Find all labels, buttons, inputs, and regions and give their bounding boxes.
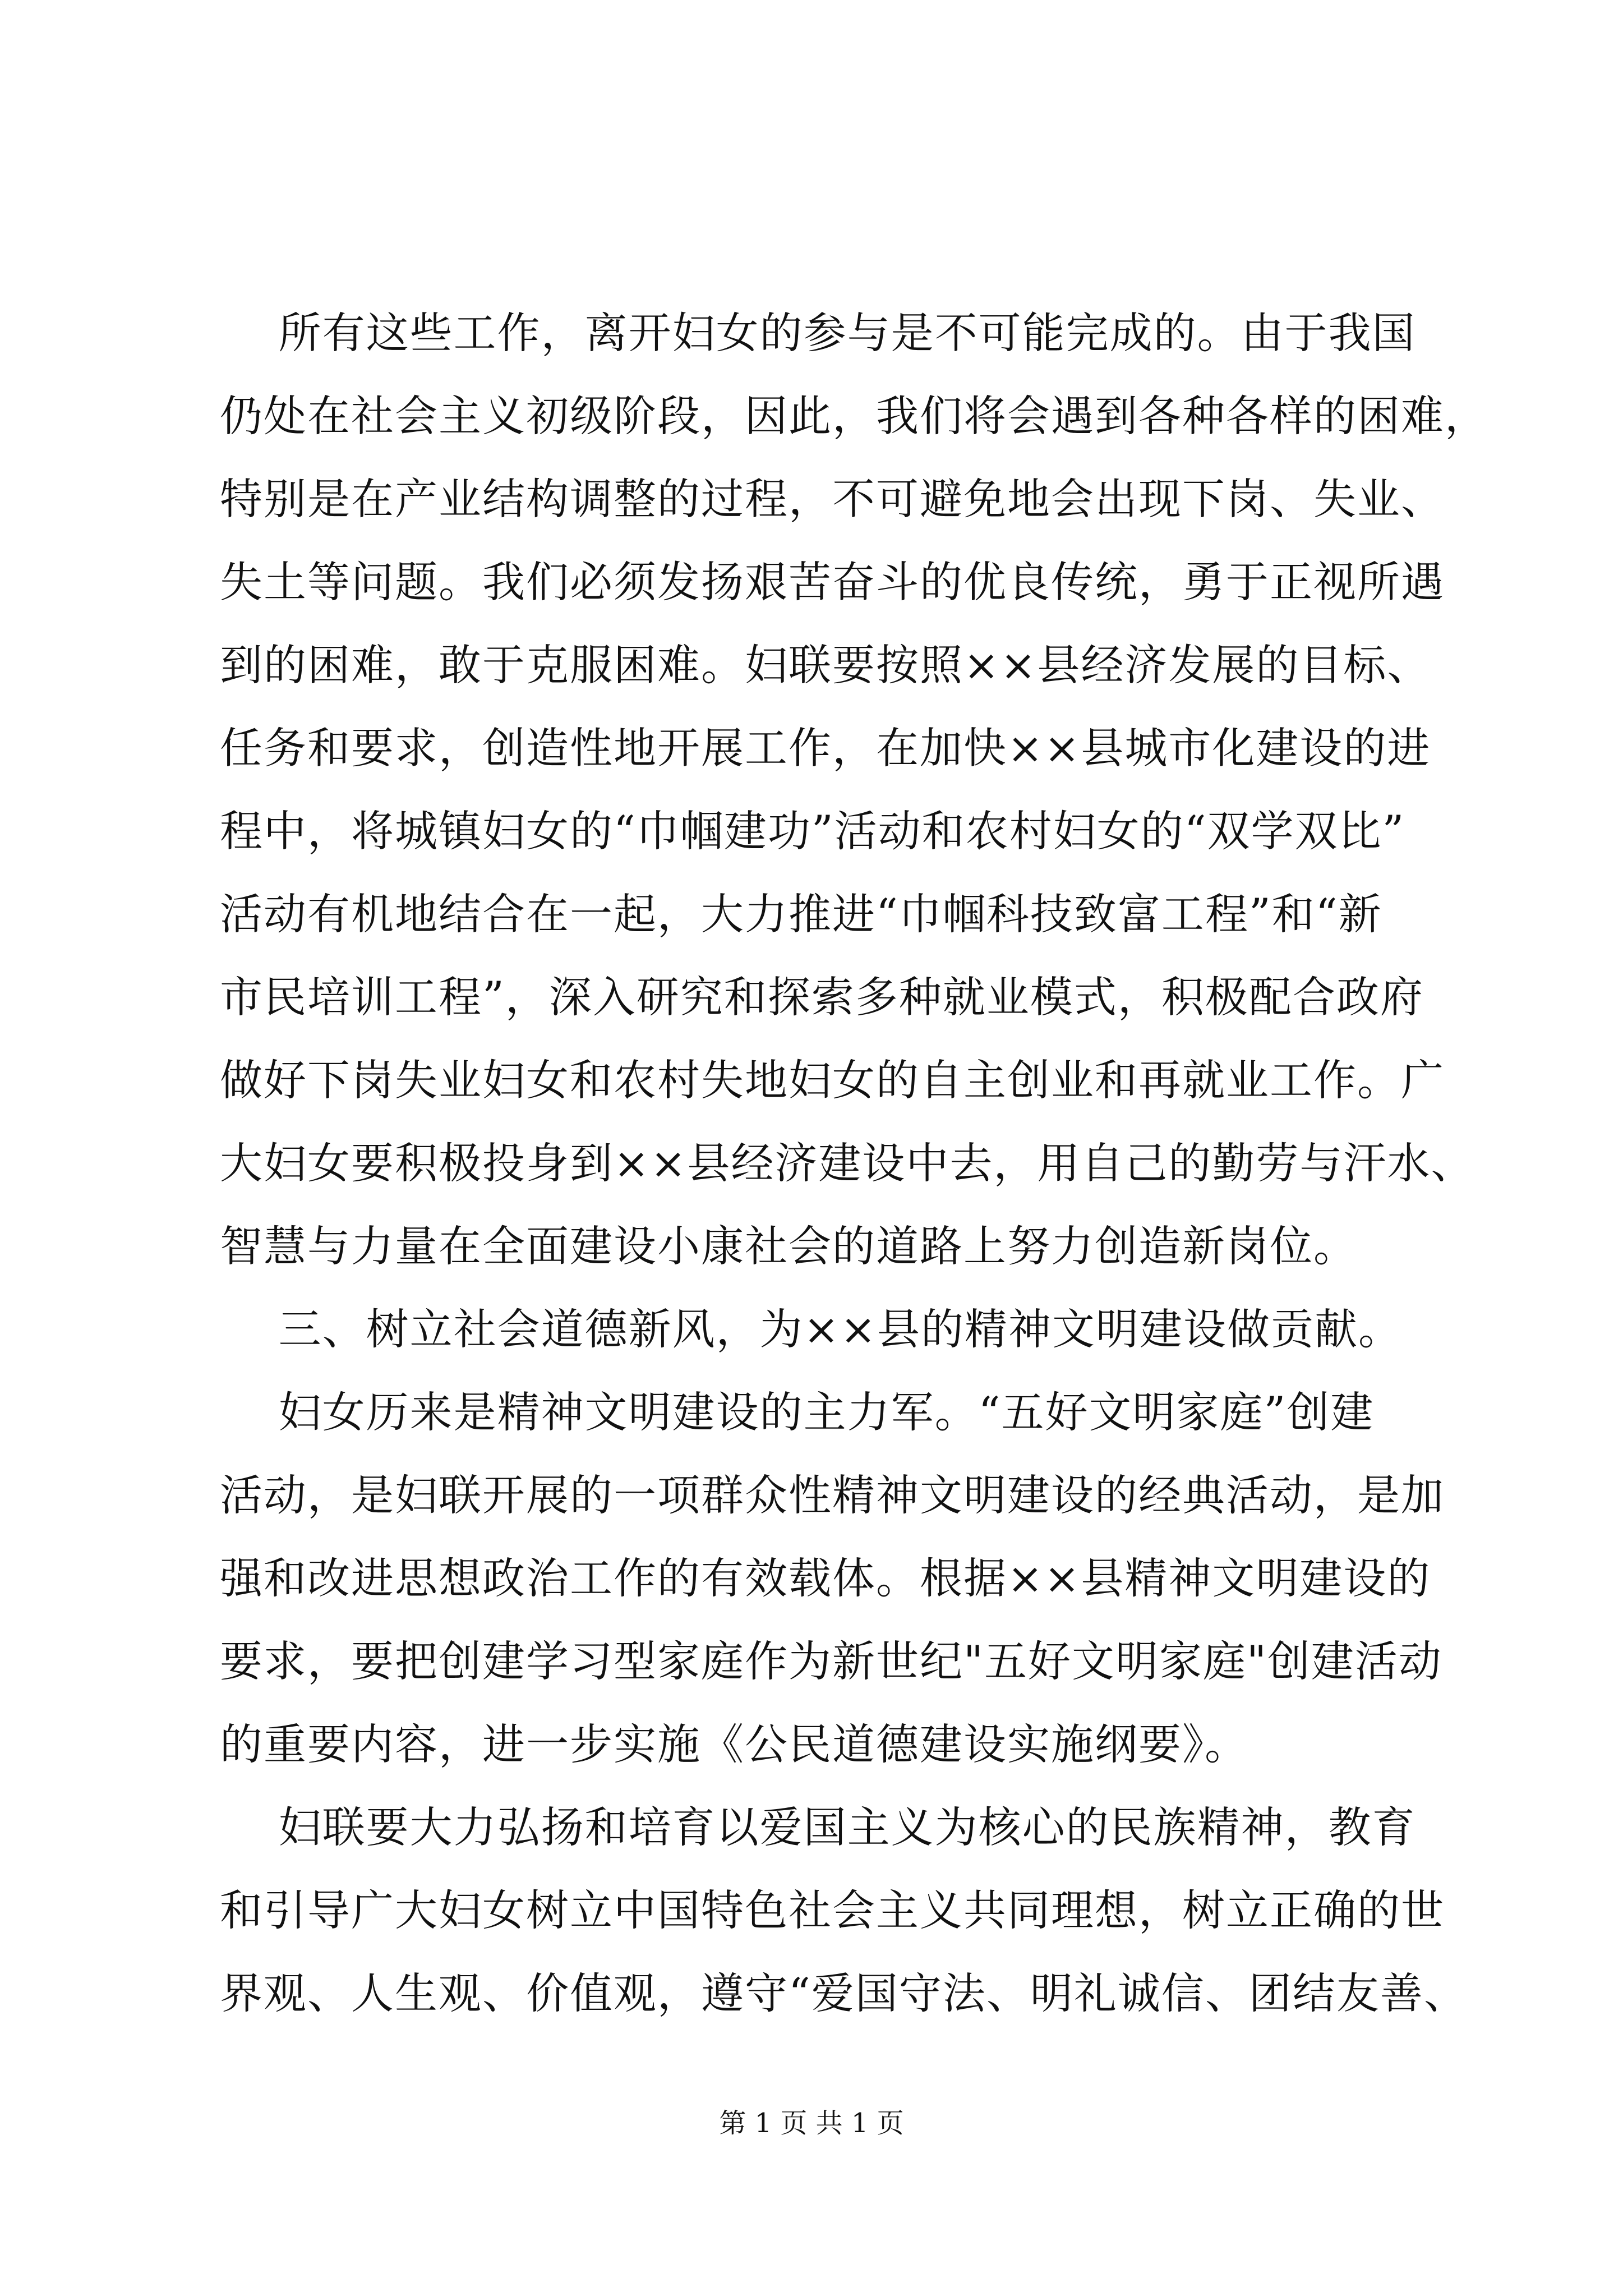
text-line: 智慧与力量在全面建设小康社会的道路上努力创造新岗位。 <box>220 1221 1357 1271</box>
text-line: 大妇女要积极投身到××县经济建设中去，用自己的勤劳与汗水、 <box>220 1138 1475 1188</box>
text-line: 所有这些工作，离开妇女的参与是不可能完成的。由于我国 <box>220 308 1416 358</box>
text-line: 市民培训工程”，深入研究和探索多种就业模式，积极配合政府 <box>220 972 1424 1022</box>
text-line: 做好下岗失业妇女和农村失地妇女的自主创业和再就业工作。广 <box>220 1055 1445 1105</box>
text-line: 失土等问题。我们必须发扬艰苦奋斗的优良传统，勇于正视所遇 <box>220 557 1445 607</box>
text-line: 和引导广大妇女树立中国特色社会主义共同理想，树立正确的世 <box>220 1885 1445 1935</box>
text-line: 到的困难，敢于克服困难。妇联要按照××县经济发展的目标、 <box>220 640 1431 690</box>
document-body <box>220 292 1488 2035</box>
section-heading: 三、树立社会道德新风，为××县的精神文明建设做贡献。 <box>220 1304 1402 1354</box>
page-footer: 第 1 页 共 1 页 <box>719 2108 904 2139</box>
text-line: 强和改进思想政治工作的有效载体。根据××县精神文明建设的 <box>220 1553 1431 1603</box>
text-line: 的重要内容，进一步实施《公民道德建设实施纲要》。 <box>220 1719 1248 1769</box>
text-line: 要求，要把创建学习型家庭作为新世纪"五好文明家庭"创建活动 <box>220 1636 1442 1686</box>
text-line: 程中，将城镇妇女的“巾帼建功”活动和农村妇女的“双学双比” <box>220 806 1405 856</box>
text-line: 任务和要求，创造性地开展工作，在加快××县城市化建设的进 <box>220 723 1431 773</box>
text-line: 活动有机地结合在一起，大力推进“巾帼科技致富工程”和“新 <box>220 889 1382 939</box>
text-line: 界观、人生观、价值观，遵守“爱国守法、明礼诚信、团结友善、 <box>220 1968 1468 2018</box>
text-line: 妇女历来是精神文明建设的主力军。“五好文明家庭”创建 <box>220 1387 1375 1437</box>
text-line: 活动，是妇联开展的一项群众性精神文明建设的经典活动，是加 <box>220 1470 1445 1520</box>
text-line: 特别是在产业结构调整的过程，不可避免地会出现下岗、失业、 <box>220 474 1445 524</box>
text-line: 仍处在社会主义初级阶段，因此，我们将会遇到各种各样的困难， <box>220 391 1488 441</box>
text-line: 妇联要大力弘扬和培育以爱国主义为核心的民族精神，教育 <box>220 1802 1416 1852</box>
